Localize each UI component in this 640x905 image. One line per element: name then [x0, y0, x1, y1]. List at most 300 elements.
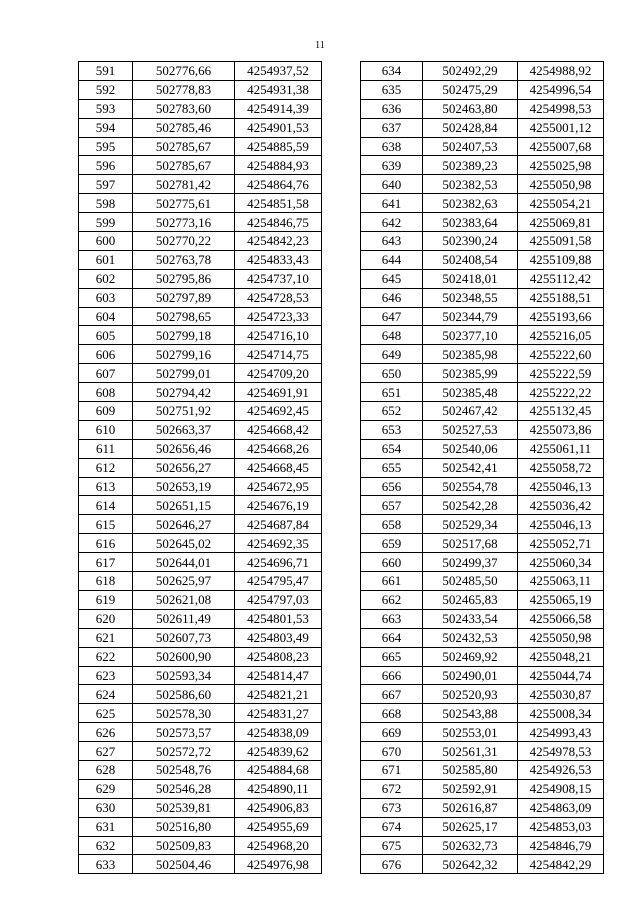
x-coordinate-cell: 502385,99 [423, 364, 518, 383]
point-number-cell: 596 [79, 156, 133, 175]
table-row [79, 250, 322, 269]
x-coordinate-cell: 502778,83 [133, 80, 235, 99]
x-coordinate-cell: 502776,66 [133, 62, 235, 81]
table-row [79, 307, 322, 326]
table-row [361, 307, 604, 326]
x-coordinate-cell: 502653,19 [133, 477, 235, 496]
point-number-cell: 634 [361, 62, 423, 81]
x-coordinate-cell: 502578,30 [133, 704, 235, 723]
point-number-cell: 670 [361, 742, 423, 761]
x-coordinate-cell: 502798,65 [133, 307, 235, 326]
y-coordinate-cell: 4254676,19 [235, 496, 322, 515]
x-coordinate-cell: 502485,50 [423, 572, 518, 591]
x-coordinate-cell: 502407,53 [423, 137, 518, 156]
point-number-cell: 652 [361, 402, 423, 421]
y-coordinate-cell: 4255001,12 [518, 118, 604, 137]
point-number-cell: 617 [79, 553, 133, 572]
y-coordinate-cell: 4254884,68 [235, 760, 322, 779]
y-coordinate-cell: 4255112,42 [518, 269, 604, 288]
point-number-cell: 602 [79, 269, 133, 288]
y-coordinate-cell: 4254801,53 [235, 609, 322, 628]
x-coordinate-cell: 502632,73 [423, 836, 518, 855]
point-number-cell: 668 [361, 704, 423, 723]
x-coordinate-cell: 502492,29 [423, 62, 518, 81]
y-coordinate-cell: 4254931,38 [235, 80, 322, 99]
y-coordinate-cell: 4255069,81 [518, 213, 604, 232]
table-row [361, 855, 604, 874]
point-number-cell: 674 [361, 817, 423, 836]
y-coordinate-cell: 4255007,68 [518, 137, 604, 156]
point-number-cell: 594 [79, 118, 133, 137]
point-number-cell: 593 [79, 99, 133, 118]
table-row [79, 269, 322, 288]
table-row [79, 364, 322, 383]
x-coordinate-cell: 502516,80 [133, 817, 235, 836]
y-coordinate-cell: 4254901,53 [235, 118, 322, 137]
y-coordinate-cell: 4254996,54 [518, 80, 604, 99]
table-row [361, 779, 604, 798]
y-coordinate-cell: 4255008,34 [518, 704, 604, 723]
table-row [361, 742, 604, 761]
y-coordinate-cell: 4254716,10 [235, 326, 322, 345]
y-coordinate-cell: 4254988,92 [518, 62, 604, 81]
table-row [361, 402, 604, 421]
x-coordinate-cell: 502499,37 [423, 553, 518, 572]
y-coordinate-cell: 4254846,79 [518, 836, 604, 855]
y-coordinate-cell: 4255222,59 [518, 364, 604, 383]
point-number-cell: 645 [361, 269, 423, 288]
point-number-cell: 603 [79, 288, 133, 307]
point-number-cell: 639 [361, 156, 423, 175]
point-number-cell: 675 [361, 836, 423, 855]
point-number-cell: 597 [79, 175, 133, 194]
x-coordinate-cell: 502548,76 [133, 760, 235, 779]
table-row [361, 326, 604, 345]
y-coordinate-cell: 4254884,93 [235, 156, 322, 175]
table-row [361, 496, 604, 515]
table-row [79, 779, 322, 798]
x-coordinate-cell: 502465,83 [423, 590, 518, 609]
y-coordinate-cell: 4254833,43 [235, 250, 322, 269]
y-coordinate-cell: 4255044,74 [518, 666, 604, 685]
y-coordinate-cell: 4254937,52 [235, 62, 322, 81]
x-coordinate-cell: 502382,63 [423, 194, 518, 213]
x-coordinate-cell: 502467,42 [423, 402, 518, 421]
point-number-cell: 614 [79, 496, 133, 515]
point-number-cell: 657 [361, 496, 423, 515]
point-number-cell: 606 [79, 345, 133, 364]
y-coordinate-cell: 4254668,42 [235, 420, 322, 439]
y-coordinate-cell: 4254692,45 [235, 402, 322, 421]
y-coordinate-cell: 4255061,11 [518, 439, 604, 458]
point-number-cell: 591 [79, 62, 133, 81]
point-number-cell: 604 [79, 307, 133, 326]
y-coordinate-cell: 4255046,13 [518, 515, 604, 534]
x-coordinate-cell: 502783,60 [133, 99, 235, 118]
y-coordinate-cell: 4254709,20 [235, 364, 322, 383]
point-number-cell: 660 [361, 553, 423, 572]
table-row [79, 534, 322, 553]
x-coordinate-cell: 502383,64 [423, 213, 518, 232]
table-row [361, 250, 604, 269]
coordinates-table-left [78, 61, 322, 874]
point-number-cell: 620 [79, 609, 133, 628]
point-number-cell: 650 [361, 364, 423, 383]
x-coordinate-cell: 502546,28 [133, 779, 235, 798]
x-coordinate-cell: 502625,17 [423, 817, 518, 836]
table-row [79, 118, 322, 137]
point-number-cell: 607 [79, 364, 133, 383]
table-row [361, 666, 604, 685]
x-coordinate-cell: 502797,89 [133, 288, 235, 307]
point-number-cell: 635 [361, 80, 423, 99]
point-number-cell: 676 [361, 855, 423, 874]
y-coordinate-cell: 4254890,11 [235, 779, 322, 798]
table-row [361, 269, 604, 288]
x-coordinate-cell: 502539,81 [133, 798, 235, 817]
table-row [361, 137, 604, 156]
point-number-cell: 636 [361, 99, 423, 118]
point-number-cell: 619 [79, 590, 133, 609]
y-coordinate-cell: 4254723,33 [235, 307, 322, 326]
x-coordinate-cell: 502799,18 [133, 326, 235, 345]
y-coordinate-cell: 4255046,13 [518, 477, 604, 496]
x-coordinate-cell: 502463,80 [423, 99, 518, 118]
y-coordinate-cell: 4254714,75 [235, 345, 322, 364]
point-number-cell: 605 [79, 326, 133, 345]
point-number-cell: 622 [79, 647, 133, 666]
table-row [361, 99, 604, 118]
y-coordinate-cell: 4254687,84 [235, 515, 322, 534]
x-coordinate-cell: 502504,46 [133, 855, 235, 874]
x-coordinate-cell: 502770,22 [133, 232, 235, 251]
table-row [79, 836, 322, 855]
y-coordinate-cell: 4255109,88 [518, 250, 604, 269]
y-coordinate-cell: 4255193,66 [518, 307, 604, 326]
table-row [361, 628, 604, 647]
point-number-cell: 643 [361, 232, 423, 251]
table-row [79, 62, 322, 81]
y-coordinate-cell: 4255036,42 [518, 496, 604, 515]
x-coordinate-cell: 502348,55 [423, 288, 518, 307]
coordinates-table-right [360, 61, 604, 874]
table-row [79, 345, 322, 364]
y-coordinate-cell: 4254968,20 [235, 836, 322, 855]
x-coordinate-cell: 502646,27 [133, 515, 235, 534]
point-number-cell: 638 [361, 137, 423, 156]
coordinates-table-right-body [361, 62, 604, 874]
table-row [79, 175, 322, 194]
y-coordinate-cell: 4254696,71 [235, 553, 322, 572]
x-coordinate-cell: 502540,06 [423, 439, 518, 458]
point-number-cell: 672 [361, 779, 423, 798]
table-row [79, 760, 322, 779]
table-row [361, 458, 604, 477]
x-coordinate-cell: 502773,16 [133, 213, 235, 232]
y-coordinate-cell: 4254728,53 [235, 288, 322, 307]
point-number-cell: 629 [79, 779, 133, 798]
table-row [361, 364, 604, 383]
x-coordinate-cell: 502490,01 [423, 666, 518, 685]
y-coordinate-cell: 4255048,21 [518, 647, 604, 666]
coordinates-table-left-body [79, 62, 322, 874]
x-coordinate-cell: 502517,68 [423, 534, 518, 553]
y-coordinate-cell: 4254851,58 [235, 194, 322, 213]
y-coordinate-cell: 4254976,98 [235, 855, 322, 874]
y-coordinate-cell: 4254863,09 [518, 798, 604, 817]
y-coordinate-cell: 4254803,49 [235, 628, 322, 647]
table-row [361, 553, 604, 572]
point-number-cell: 598 [79, 194, 133, 213]
point-number-cell: 673 [361, 798, 423, 817]
y-coordinate-cell: 4254842,29 [518, 855, 604, 874]
x-coordinate-cell: 502651,15 [133, 496, 235, 515]
y-coordinate-cell: 4255052,71 [518, 534, 604, 553]
x-coordinate-cell: 502390,24 [423, 232, 518, 251]
table-row [79, 572, 322, 591]
table-row [361, 420, 604, 439]
y-coordinate-cell: 4255216,05 [518, 326, 604, 345]
point-number-cell: 665 [361, 647, 423, 666]
table-row [79, 723, 322, 742]
y-coordinate-cell: 4254692,35 [235, 534, 322, 553]
x-coordinate-cell: 502585,80 [423, 760, 518, 779]
table-row [361, 62, 604, 81]
x-coordinate-cell: 502611,49 [133, 609, 235, 628]
y-coordinate-cell: 4255050,98 [518, 175, 604, 194]
x-coordinate-cell: 502433,54 [423, 609, 518, 628]
table-row [361, 647, 604, 666]
table-row [361, 213, 604, 232]
x-coordinate-cell: 502527,53 [423, 420, 518, 439]
table-row [361, 194, 604, 213]
point-number-cell: 644 [361, 250, 423, 269]
table-row [361, 760, 604, 779]
y-coordinate-cell: 4254737,10 [235, 269, 322, 288]
y-coordinate-cell: 4255066,58 [518, 609, 604, 628]
x-coordinate-cell: 502607,73 [133, 628, 235, 647]
y-coordinate-cell: 4254993,43 [518, 723, 604, 742]
x-coordinate-cell: 502475,29 [423, 80, 518, 99]
point-number-cell: 633 [79, 855, 133, 874]
y-coordinate-cell: 4255060,34 [518, 553, 604, 572]
x-coordinate-cell: 502656,46 [133, 439, 235, 458]
table-row [79, 855, 322, 874]
point-number-cell: 653 [361, 420, 423, 439]
table-row [361, 534, 604, 553]
point-number-cell: 649 [361, 345, 423, 364]
x-coordinate-cell: 502543,88 [423, 704, 518, 723]
table-row [361, 685, 604, 704]
x-coordinate-cell: 502509,83 [133, 836, 235, 855]
x-coordinate-cell: 502553,01 [423, 723, 518, 742]
x-coordinate-cell: 502751,92 [133, 402, 235, 421]
point-number-cell: 667 [361, 685, 423, 704]
x-coordinate-cell: 502785,67 [133, 137, 235, 156]
point-number-cell: 661 [361, 572, 423, 591]
table-row [79, 628, 322, 647]
table-row [361, 704, 604, 723]
point-number-cell: 648 [361, 326, 423, 345]
point-number-cell: 637 [361, 118, 423, 137]
table-row [79, 515, 322, 534]
y-coordinate-cell: 4254842,23 [235, 232, 322, 251]
y-coordinate-cell: 4254846,75 [235, 213, 322, 232]
y-coordinate-cell: 4254864,76 [235, 175, 322, 194]
table-row [361, 383, 604, 402]
point-number-cell: 624 [79, 685, 133, 704]
y-coordinate-cell: 4254839,62 [235, 742, 322, 761]
point-number-cell: 664 [361, 628, 423, 647]
x-coordinate-cell: 502469,92 [423, 647, 518, 666]
x-coordinate-cell: 502432,53 [423, 628, 518, 647]
y-coordinate-cell: 4255073,86 [518, 420, 604, 439]
x-coordinate-cell: 502377,10 [423, 326, 518, 345]
x-coordinate-cell: 502600,90 [133, 647, 235, 666]
y-coordinate-cell: 4255188,51 [518, 288, 604, 307]
y-coordinate-cell: 4255025,98 [518, 156, 604, 175]
point-number-cell: 656 [361, 477, 423, 496]
point-number-cell: 627 [79, 742, 133, 761]
y-coordinate-cell: 4254691,91 [235, 383, 322, 402]
y-coordinate-cell: 4254906,83 [235, 798, 322, 817]
point-number-cell: 615 [79, 515, 133, 534]
y-coordinate-cell: 4254831,27 [235, 704, 322, 723]
table-row [79, 213, 322, 232]
y-coordinate-cell: 4255030,87 [518, 685, 604, 704]
point-number-cell: 630 [79, 798, 133, 817]
point-number-cell: 646 [361, 288, 423, 307]
x-coordinate-cell: 502656,27 [133, 458, 235, 477]
y-coordinate-cell: 4254926,53 [518, 760, 604, 779]
x-coordinate-cell: 502542,28 [423, 496, 518, 515]
x-coordinate-cell: 502795,86 [133, 269, 235, 288]
x-coordinate-cell: 502428,84 [423, 118, 518, 137]
point-number-cell: 647 [361, 307, 423, 326]
table-row [79, 817, 322, 836]
table-row [361, 817, 604, 836]
x-coordinate-cell: 502763,78 [133, 250, 235, 269]
table-row [361, 609, 604, 628]
x-coordinate-cell: 502554,78 [423, 477, 518, 496]
y-coordinate-cell: 4254814,47 [235, 666, 322, 685]
table-row [361, 572, 604, 591]
point-number-cell: 663 [361, 609, 423, 628]
table-row [79, 458, 322, 477]
table-row [361, 798, 604, 817]
x-coordinate-cell: 502642,32 [423, 855, 518, 874]
x-coordinate-cell: 502529,34 [423, 515, 518, 534]
point-number-cell: 642 [361, 213, 423, 232]
x-coordinate-cell: 502408,54 [423, 250, 518, 269]
x-coordinate-cell: 502775,61 [133, 194, 235, 213]
x-coordinate-cell: 502592,91 [423, 779, 518, 798]
table-row [361, 515, 604, 534]
table-row [361, 439, 604, 458]
table-row [79, 477, 322, 496]
point-number-cell: 608 [79, 383, 133, 402]
table-row [79, 194, 322, 213]
table-row [79, 288, 322, 307]
table-row [79, 383, 322, 402]
y-coordinate-cell: 4254914,39 [235, 99, 322, 118]
point-number-cell: 632 [79, 836, 133, 855]
point-number-cell: 666 [361, 666, 423, 685]
table-row [79, 496, 322, 515]
y-coordinate-cell: 4254908,15 [518, 779, 604, 798]
table-row [79, 232, 322, 251]
point-number-cell: 654 [361, 439, 423, 458]
page-number: 11 [315, 40, 325, 51]
x-coordinate-cell: 502799,16 [133, 345, 235, 364]
point-number-cell: 662 [361, 590, 423, 609]
point-number-cell: 613 [79, 477, 133, 496]
x-coordinate-cell: 502794,42 [133, 383, 235, 402]
y-coordinate-cell: 4255132,45 [518, 402, 604, 421]
x-coordinate-cell: 502389,23 [423, 156, 518, 175]
y-coordinate-cell: 4254668,45 [235, 458, 322, 477]
point-number-cell: 626 [79, 723, 133, 742]
y-coordinate-cell: 4255091,58 [518, 232, 604, 251]
table-row [79, 326, 322, 345]
y-coordinate-cell: 4254978,53 [518, 742, 604, 761]
table-row [79, 742, 322, 761]
table-row [361, 345, 604, 364]
point-number-cell: 671 [361, 760, 423, 779]
table-row [79, 99, 322, 118]
point-number-cell: 609 [79, 402, 133, 421]
y-coordinate-cell: 4255058,72 [518, 458, 604, 477]
point-number-cell: 610 [79, 420, 133, 439]
x-coordinate-cell: 502616,87 [423, 798, 518, 817]
point-number-cell: 600 [79, 232, 133, 251]
table-row [361, 288, 604, 307]
table-row [79, 798, 322, 817]
x-coordinate-cell: 502542,41 [423, 458, 518, 477]
table-row [79, 420, 322, 439]
x-coordinate-cell: 502621,08 [133, 590, 235, 609]
y-coordinate-cell: 4254795,47 [235, 572, 322, 591]
table-row [79, 647, 322, 666]
point-number-cell: 631 [79, 817, 133, 836]
x-coordinate-cell: 502625,97 [133, 572, 235, 591]
point-number-cell: 659 [361, 534, 423, 553]
point-number-cell: 628 [79, 760, 133, 779]
table-row [79, 704, 322, 723]
table-row [79, 137, 322, 156]
x-coordinate-cell: 502781,42 [133, 175, 235, 194]
table-row [361, 590, 604, 609]
x-coordinate-cell: 502785,67 [133, 156, 235, 175]
table-row [361, 118, 604, 137]
point-number-cell: 640 [361, 175, 423, 194]
table-row [79, 402, 322, 421]
point-number-cell: 623 [79, 666, 133, 685]
point-number-cell: 669 [361, 723, 423, 742]
point-number-cell: 599 [79, 213, 133, 232]
y-coordinate-cell: 4255222,22 [518, 383, 604, 402]
table-row [361, 156, 604, 175]
point-number-cell: 601 [79, 250, 133, 269]
y-coordinate-cell: 4255054,21 [518, 194, 604, 213]
point-number-cell: 658 [361, 515, 423, 534]
table-row [361, 232, 604, 251]
point-number-cell: 595 [79, 137, 133, 156]
point-number-cell: 618 [79, 572, 133, 591]
x-coordinate-cell: 502385,48 [423, 383, 518, 402]
table-row [79, 590, 322, 609]
table-row [79, 609, 322, 628]
